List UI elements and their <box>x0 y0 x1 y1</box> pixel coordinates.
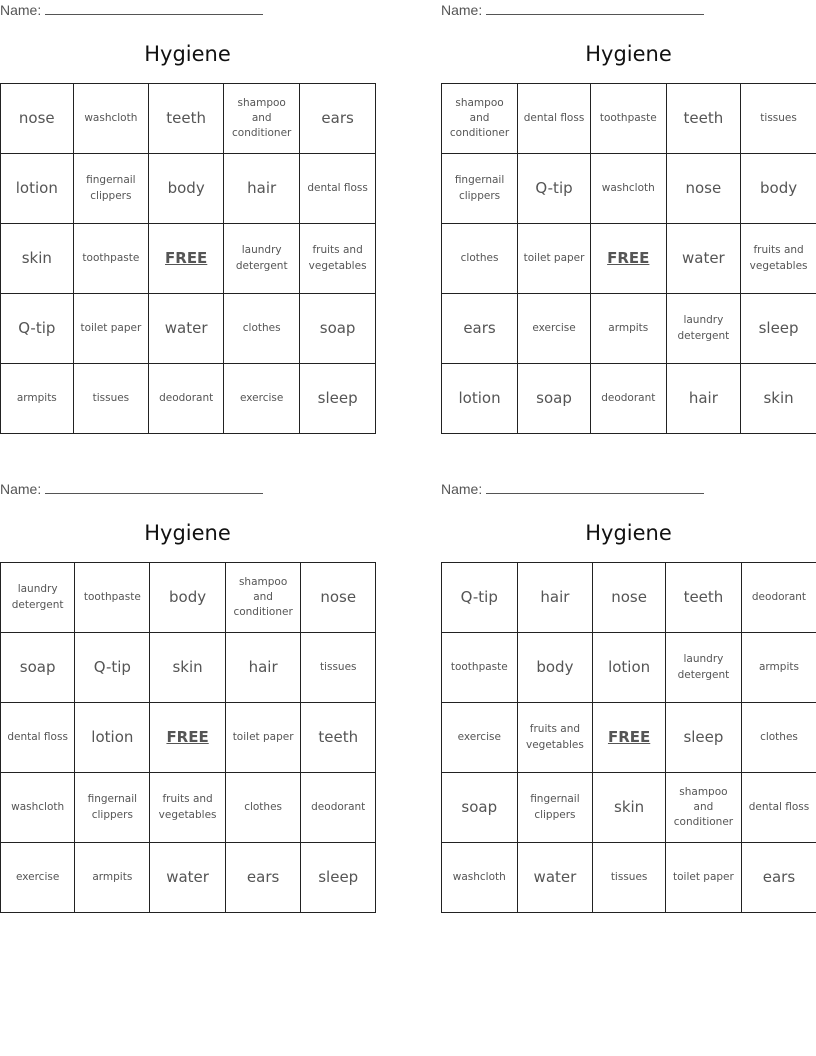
grid-row <box>442 633 816 703</box>
bingo-cell[interactable]: clothes <box>224 294 300 364</box>
bingo-cell[interactable]: toilet paper <box>518 224 591 294</box>
bingo-cell[interactable]: laundry detergent <box>666 294 741 364</box>
name-field <box>441 481 704 499</box>
bingo-cell[interactable]: Q-tip <box>75 633 150 703</box>
bingo-cell[interactable]: hair <box>517 563 593 633</box>
name-label: Name: <box>441 2 483 18</box>
card-title: Hygiene <box>144 42 231 66</box>
bingo-cell[interactable]: deodorant <box>149 364 224 434</box>
bingo-cell[interactable]: lotion <box>75 703 150 773</box>
name-blank-line[interactable] <box>45 2 263 15</box>
card-title: Hygiene <box>144 521 231 545</box>
grid-row <box>1 703 376 773</box>
bingo-cell[interactable]: toilet paper <box>225 703 301 773</box>
grid-row <box>442 224 816 294</box>
bingo-cell[interactable]: washcloth <box>442 843 518 913</box>
bingo-cell[interactable]: laundry detergent <box>665 633 741 703</box>
bingo-cell[interactable]: fingernail clippers <box>442 154 518 224</box>
bingo-cell[interactable]: fingernail clippers <box>75 773 150 843</box>
bingo-cell[interactable]: fruits and vegetables <box>741 224 816 294</box>
bingo-cell[interactable]: sleep <box>301 843 376 913</box>
bingo-cell[interactable]: nose <box>301 563 376 633</box>
name-blank-line[interactable] <box>486 2 704 15</box>
grid-row <box>1 294 376 364</box>
bingo-cell[interactable]: body <box>150 563 225 633</box>
bingo-cell[interactable]: toilet paper <box>73 294 149 364</box>
free-space-cell[interactable]: FREE <box>590 224 666 294</box>
grid-row <box>442 843 816 913</box>
grid-row <box>1 224 376 294</box>
bingo-cell[interactable]: fruits and vegetables <box>300 224 376 294</box>
bingo-grid <box>441 83 816 434</box>
bingo-cell[interactable]: ears <box>300 84 376 154</box>
bingo-cell[interactable]: lotion <box>593 633 666 703</box>
free-space-cell[interactable]: FREE <box>150 703 225 773</box>
grid-row <box>442 703 816 773</box>
bingo-cell[interactable]: fingernail clippers <box>73 154 149 224</box>
bingo-cell[interactable]: tissues <box>593 843 666 913</box>
bingo-cell[interactable]: tissues <box>301 633 376 703</box>
bingo-cell[interactable]: toothpaste <box>75 563 150 633</box>
bingo-cell[interactable]: deodorant <box>301 773 376 843</box>
bingo-cell[interactable]: washcloth <box>1 773 75 843</box>
bingo-cell[interactable]: ears <box>442 294 518 364</box>
grid-row <box>1 364 376 434</box>
bingo-grid <box>0 83 376 434</box>
bingo-cell[interactable]: hair <box>225 633 301 703</box>
bingo-cell[interactable]: tissues <box>741 84 816 154</box>
bingo-cell[interactable]: washcloth <box>73 84 149 154</box>
card-title: Hygiene <box>585 42 672 66</box>
bingo-cell[interactable]: fruits and vegetables <box>517 703 593 773</box>
bingo-cell[interactable]: hair <box>666 364 741 434</box>
name-label: Name: <box>441 481 483 497</box>
bingo-cell[interactable]: armpits <box>741 633 816 703</box>
grid-row <box>442 154 816 224</box>
bingo-cell[interactable]: soap <box>442 773 518 843</box>
grid-row <box>442 773 816 843</box>
bingo-cell[interactable]: skin <box>150 633 225 703</box>
grid-row <box>1 843 376 913</box>
bingo-cell[interactable]: ears <box>225 843 301 913</box>
bingo-cell[interactable]: teeth <box>666 84 741 154</box>
bingo-cell[interactable]: exercise <box>1 843 75 913</box>
bingo-cell[interactable]: lotion <box>442 364 518 434</box>
free-space-cell[interactable]: FREE <box>149 224 224 294</box>
bingo-cell[interactable]: Q-tip <box>518 154 591 224</box>
bingo-cell[interactable]: exercise <box>442 703 518 773</box>
grid-row <box>1 84 376 154</box>
bingo-cell[interactable]: clothes <box>741 703 816 773</box>
bingo-cell[interactable]: deodorant <box>590 364 666 434</box>
bingo-cell[interactable]: shampoo and conditioner <box>224 84 300 154</box>
bingo-cell[interactable]: armpits <box>1 364 74 434</box>
grid-row <box>442 294 816 364</box>
bingo-cell[interactable]: laundry detergent <box>224 224 300 294</box>
bingo-cell[interactable]: sleep <box>665 703 741 773</box>
bingo-cell[interactable]: teeth <box>301 703 376 773</box>
bingo-cell[interactable]: dental floss <box>741 773 816 843</box>
bingo-cell[interactable]: dental floss <box>518 84 591 154</box>
bingo-cell[interactable]: soap <box>518 364 591 434</box>
bingo-cell[interactable]: clothes <box>442 224 518 294</box>
bingo-cell[interactable]: body <box>149 154 224 224</box>
bingo-cell[interactable]: dental floss <box>300 154 376 224</box>
bingo-cell[interactable]: armpits <box>590 294 666 364</box>
grid-row <box>442 84 816 154</box>
bingo-cell[interactable]: teeth <box>665 563 741 633</box>
name-blank-line[interactable] <box>45 481 263 494</box>
grid-row <box>442 364 816 434</box>
bingo-cell[interactable]: lotion <box>1 154 74 224</box>
bingo-cell[interactable]: nose <box>593 563 666 633</box>
bingo-cell[interactable]: toothpaste <box>590 84 666 154</box>
bingo-cell[interactable]: dental floss <box>1 703 75 773</box>
name-label: Name: <box>0 481 42 497</box>
bingo-cell[interactable]: shampoo and conditioner <box>665 773 741 843</box>
grid-row <box>442 563 816 633</box>
bingo-cell[interactable]: toilet paper <box>665 843 741 913</box>
name-field <box>0 481 263 499</box>
bingo-cell[interactable]: exercise <box>224 364 300 434</box>
bingo-cell[interactable]: toothpaste <box>442 633 518 703</box>
bingo-cell[interactable]: Q-tip <box>1 294 74 364</box>
bingo-cell[interactable]: shampoo and conditioner <box>225 563 301 633</box>
bingo-cell[interactable]: laundry detergent <box>1 563 75 633</box>
bingo-cell[interactable]: body <box>517 633 593 703</box>
bingo-cell[interactable]: soap <box>1 633 75 703</box>
bingo-cell[interactable]: body <box>741 154 816 224</box>
grid-row <box>1 633 376 703</box>
name-label: Name: <box>0 2 42 18</box>
bingo-cell[interactable]: Q-tip <box>442 563 518 633</box>
bingo-cell[interactable]: soap <box>300 294 376 364</box>
grid-row <box>1 773 376 843</box>
bingo-grid <box>0 562 376 913</box>
free-space-cell[interactable]: FREE <box>593 703 666 773</box>
bingo-cell[interactable]: toothpaste <box>73 224 149 294</box>
bingo-cell[interactable]: teeth <box>149 84 224 154</box>
bingo-cell[interactable]: exercise <box>518 294 591 364</box>
bingo-cell[interactable]: water <box>517 843 593 913</box>
bingo-grid <box>441 562 816 913</box>
bingo-cell[interactable]: sleep <box>741 294 816 364</box>
bingo-cell[interactable]: clothes <box>225 773 301 843</box>
bingo-cell[interactable]: skin <box>741 364 816 434</box>
name-field <box>441 2 704 20</box>
bingo-cell[interactable]: tissues <box>73 364 149 434</box>
name-field <box>0 2 263 20</box>
bingo-cell[interactable]: fruits and vegetables <box>150 773 225 843</box>
bingo-cell[interactable]: washcloth <box>590 154 666 224</box>
bingo-cell[interactable]: ears <box>741 843 816 913</box>
bingo-cell[interactable]: water <box>150 843 225 913</box>
bingo-cell[interactable]: hair <box>224 154 300 224</box>
bingo-cell[interactable]: water <box>149 294 224 364</box>
grid-row <box>1 563 376 633</box>
name-blank-line[interactable] <box>486 481 704 494</box>
grid-row <box>1 154 376 224</box>
bingo-cell[interactable]: sleep <box>300 364 376 434</box>
bingo-cell[interactable]: nose <box>666 154 741 224</box>
bingo-cell[interactable]: deodorant <box>741 563 816 633</box>
bingo-cell[interactable]: skin <box>1 224 74 294</box>
bingo-cell[interactable]: skin <box>593 773 666 843</box>
bingo-cell[interactable]: fingernail clippers <box>517 773 593 843</box>
bingo-cell[interactable]: water <box>666 224 741 294</box>
bingo-cell[interactable]: armpits <box>75 843 150 913</box>
bingo-cell[interactable]: nose <box>1 84 74 154</box>
bingo-cell[interactable]: shampoo and conditioner <box>442 84 518 154</box>
card-title: Hygiene <box>585 521 672 545</box>
